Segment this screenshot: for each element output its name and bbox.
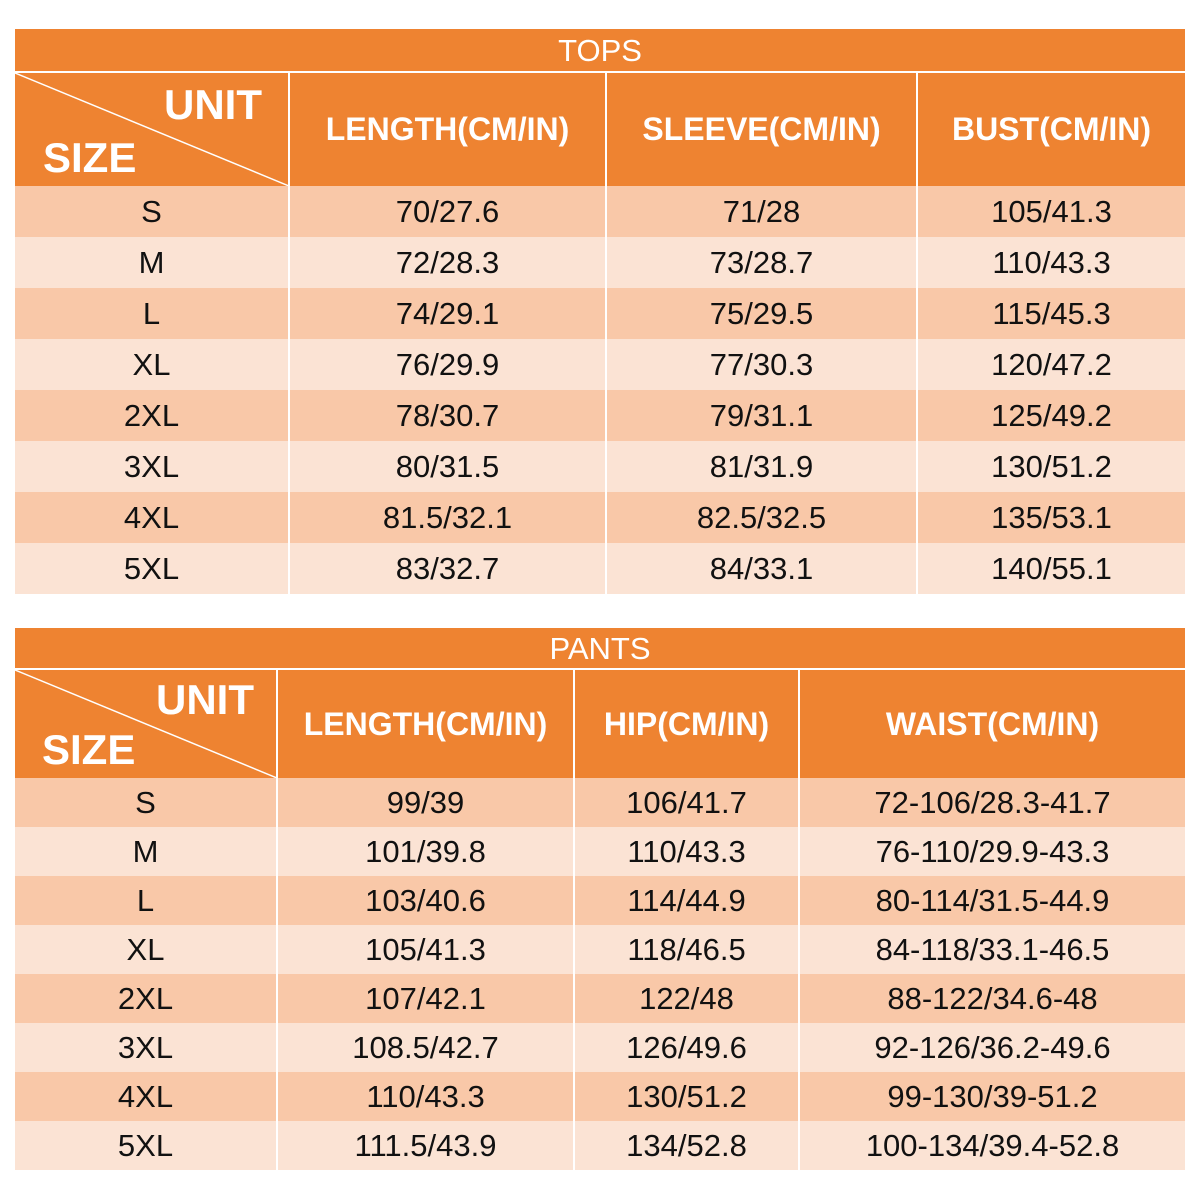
size-cell: 5XL xyxy=(15,1121,277,1170)
unit-label: UNIT xyxy=(164,81,262,128)
measurement-cell: 110/43.3 xyxy=(574,827,799,876)
table-row xyxy=(15,876,1185,925)
measurement-cell: 74/29.1 xyxy=(289,288,606,339)
measurement-cell: 82.5/32.5 xyxy=(606,492,917,543)
measurement-cell: 106/41.7 xyxy=(574,778,799,827)
measurement-cell: 110/43.3 xyxy=(917,237,1185,288)
size-cell: M xyxy=(15,237,289,288)
size-cell: XL xyxy=(15,339,289,390)
table-row xyxy=(15,441,1185,492)
measurement-cell: 111.5/43.9 xyxy=(277,1121,574,1170)
tops-corner-cell xyxy=(15,73,289,186)
measurement-cell: 75/29.5 xyxy=(606,288,917,339)
size-cell: 3XL xyxy=(15,441,289,492)
column-header-length: LENGTH(CM/IN) xyxy=(277,670,574,778)
column-header-bust: BUST(CM/IN) xyxy=(917,73,1185,186)
measurement-cell: 81/31.9 xyxy=(606,441,917,492)
table-row xyxy=(15,186,1185,237)
measurement-cell: 135/53.1 xyxy=(917,492,1185,543)
table-row xyxy=(15,925,1185,974)
size-label: SIZE xyxy=(43,134,137,181)
tops-size-chart xyxy=(15,29,1185,594)
size-cell: 2XL xyxy=(15,390,289,441)
table-row xyxy=(15,1121,1185,1170)
tops-table-body xyxy=(15,186,1185,594)
pants-header-row xyxy=(15,670,1185,778)
table-row xyxy=(15,492,1185,543)
measurement-cell: 103/40.6 xyxy=(277,876,574,925)
table-row xyxy=(15,827,1185,876)
size-cell: L xyxy=(15,288,289,339)
column-header-sleeve: SLEEVE(CM/IN) xyxy=(606,73,917,186)
measurement-cell: 77/30.3 xyxy=(606,339,917,390)
pants-size-chart xyxy=(15,628,1185,1170)
measurement-cell: 134/52.8 xyxy=(574,1121,799,1170)
table-row xyxy=(15,237,1185,288)
measurement-cell: 105/41.3 xyxy=(917,186,1185,237)
measurement-cell: 71/28 xyxy=(606,186,917,237)
table-row xyxy=(15,543,1185,594)
size-cell: S xyxy=(15,778,277,827)
measurement-cell: 76/29.9 xyxy=(289,339,606,390)
measurement-cell: 72/28.3 xyxy=(289,237,606,288)
measurement-cell: 76-110/29.9-43.3 xyxy=(799,827,1185,876)
table-row xyxy=(15,288,1185,339)
size-cell: 3XL xyxy=(15,1023,277,1072)
measurement-cell: 120/47.2 xyxy=(917,339,1185,390)
table-row xyxy=(15,339,1185,390)
size-cell: L xyxy=(15,876,277,925)
measurement-cell: 80/31.5 xyxy=(289,441,606,492)
measurement-cell: 140/55.1 xyxy=(917,543,1185,594)
measurement-cell: 125/49.2 xyxy=(917,390,1185,441)
size-cell: S xyxy=(15,186,289,237)
measurement-cell: 114/44.9 xyxy=(574,876,799,925)
table-row xyxy=(15,1072,1185,1121)
size-cell: XL xyxy=(15,925,277,974)
pants-corner-cell xyxy=(15,670,277,778)
measurement-cell: 118/46.5 xyxy=(574,925,799,974)
size-label: SIZE xyxy=(42,726,136,773)
size-cell: M xyxy=(15,827,277,876)
measurement-cell: 108.5/42.7 xyxy=(277,1023,574,1072)
table-row xyxy=(15,390,1185,441)
table-row xyxy=(15,974,1185,1023)
tops-title: TOPS xyxy=(15,29,1185,73)
column-header-hip: HIP(CM/IN) xyxy=(574,670,799,778)
measurement-cell: 130/51.2 xyxy=(917,441,1185,492)
size-cell: 2XL xyxy=(15,974,277,1023)
measurement-cell: 122/48 xyxy=(574,974,799,1023)
measurement-cell: 81.5/32.1 xyxy=(289,492,606,543)
measurement-cell: 73/28.7 xyxy=(606,237,917,288)
column-header-waist: WAIST(CM/IN) xyxy=(799,670,1185,778)
measurement-cell: 84/33.1 xyxy=(606,543,917,594)
measurement-cell: 115/45.3 xyxy=(917,288,1185,339)
pants-table xyxy=(15,670,1185,1170)
measurement-cell: 88-122/34.6-48 xyxy=(799,974,1185,1023)
measurement-cell: 105/41.3 xyxy=(277,925,574,974)
measurement-cell: 83/32.7 xyxy=(289,543,606,594)
tops-table xyxy=(15,73,1185,594)
measurement-cell: 101/39.8 xyxy=(277,827,574,876)
tops-header-row xyxy=(15,73,1185,186)
pants-title: PANTS xyxy=(15,628,1185,670)
measurement-cell: 78/30.7 xyxy=(289,390,606,441)
measurement-cell: 130/51.2 xyxy=(574,1072,799,1121)
measurement-cell: 110/43.3 xyxy=(277,1072,574,1121)
column-header-length: LENGTH(CM/IN) xyxy=(289,73,606,186)
table-row xyxy=(15,1023,1185,1072)
measurement-cell: 107/42.1 xyxy=(277,974,574,1023)
measurement-cell: 72-106/28.3-41.7 xyxy=(799,778,1185,827)
measurement-cell: 79/31.1 xyxy=(606,390,917,441)
size-cell: 4XL xyxy=(15,1072,277,1121)
unit-label: UNIT xyxy=(156,676,254,723)
table-row xyxy=(15,778,1185,827)
measurement-cell: 92-126/36.2-49.6 xyxy=(799,1023,1185,1072)
measurement-cell: 84-118/33.1-46.5 xyxy=(799,925,1185,974)
measurement-cell: 99-130/39-51.2 xyxy=(799,1072,1185,1121)
pants-table-body xyxy=(15,778,1185,1170)
measurement-cell: 70/27.6 xyxy=(289,186,606,237)
measurement-cell: 100-134/39.4-52.8 xyxy=(799,1121,1185,1170)
size-cell: 4XL xyxy=(15,492,289,543)
measurement-cell: 80-114/31.5-44.9 xyxy=(799,876,1185,925)
size-cell: 5XL xyxy=(15,543,289,594)
measurement-cell: 126/49.6 xyxy=(574,1023,799,1072)
measurement-cell: 99/39 xyxy=(277,778,574,827)
